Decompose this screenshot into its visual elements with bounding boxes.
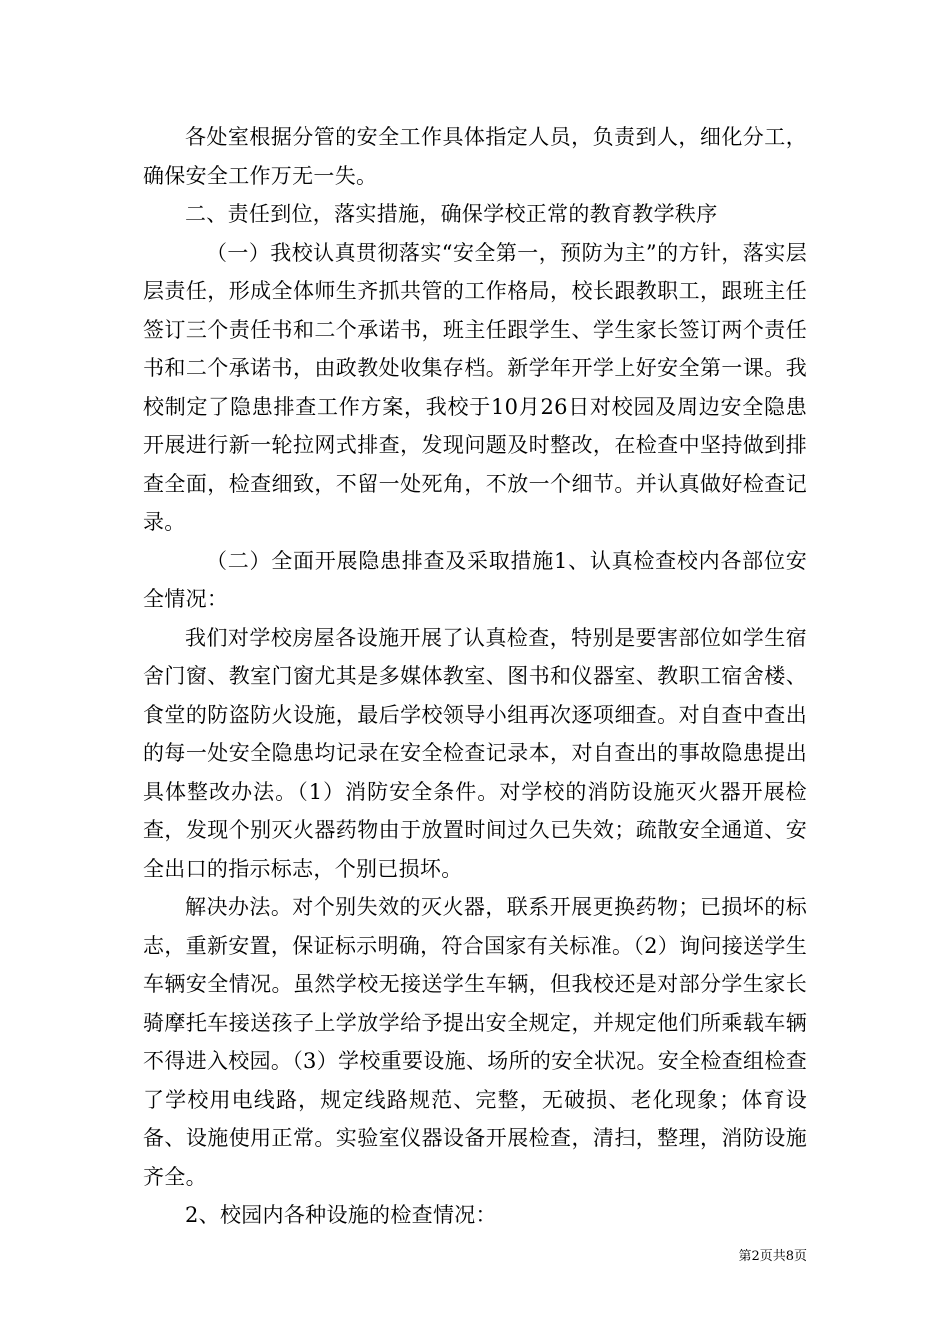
paragraph-campus-facilities: 2、校园内各种设施的检查情况： <box>185 1203 497 1227</box>
paragraph-hazard-inspection: （二）全面开展隐患排查及采取措施1、认真检查校内各部位安全情况： <box>143 548 807 611</box>
section-heading-responsibility: 二、责任到位，落实措施，确保学校正常的教育教学秩序 <box>185 202 718 226</box>
page-number: 第2页共8页 <box>738 1249 807 1264</box>
paragraph-facility-check: 我们对学校房屋各设施开展了认真检查，特别是要害部位如学生宿舍门窗、教室门窗尤其是多媒体教室、图书和仪器室、教职工宿舍楼、食堂的防盗防火设施，最后学校领导小组再次逐项细查。对自查中查出的每一处安全隐患均记录在安全检查记录本，对自查出的事故隐患提出具体整改办法。（1）消防安全条件。对学校的消防设施灭火器开展检查，发现个别灭火器药物由于放置时间过久已失效；疏散安全通道、安全出口的指示标志，个别已损坏。 <box>143 625 807 881</box>
paragraph-solutions: 解决办法。对个别失效的灭火器，联系开展更换药物；已损坏的标志，重新安置，保证标示明确，符合国家有关标准。（2）询问接送学生车辆安全情况。虽然学校无接送学生车辆，但我校还是对部分学生家长骑摩托车接送孩子上学放学给予提出安全规定，并规定他们所乘载车辆不得进入校园。（3）学校重要设施、场所的安全状况。安全检查组检查了学校用电线路，规定线路规范、完整，无破损、老化现象；体育设备、设施使用正常。实验室仪器设备开展检查，清扫，整理，消防设施齐全。 <box>143 895 807 1189</box>
paragraph-staff-assignment: 各处室根据分管的安全工作具体指定人员，负责到人，细化分工，确保安全工作万无一失。 <box>143 125 807 188</box>
paragraph-safety-policy: （一）我校认真贯彻落实“安全第一，预防为主”的方针，落实层层责任，形成全体师生齐抓共管的工作格局，校长跟教职工，跟班主任签订三个责任书和二个承诺书，班主任跟学生、学生家长签订两个责任书和二个承诺书，由政教处收集存档。新学年开学上好安全第一课。我校制定了隐患排查工作方案，我校于10月26日对校园及周边安全隐患开展进行新一轮拉网式排查，发现问题及时整改，在检查中坚持做到排查全面，检查细致，不留一处死角，不放一个细节。并认真做好检查记录。 <box>143 240 807 534</box>
document-body <box>143 118 807 1235</box>
